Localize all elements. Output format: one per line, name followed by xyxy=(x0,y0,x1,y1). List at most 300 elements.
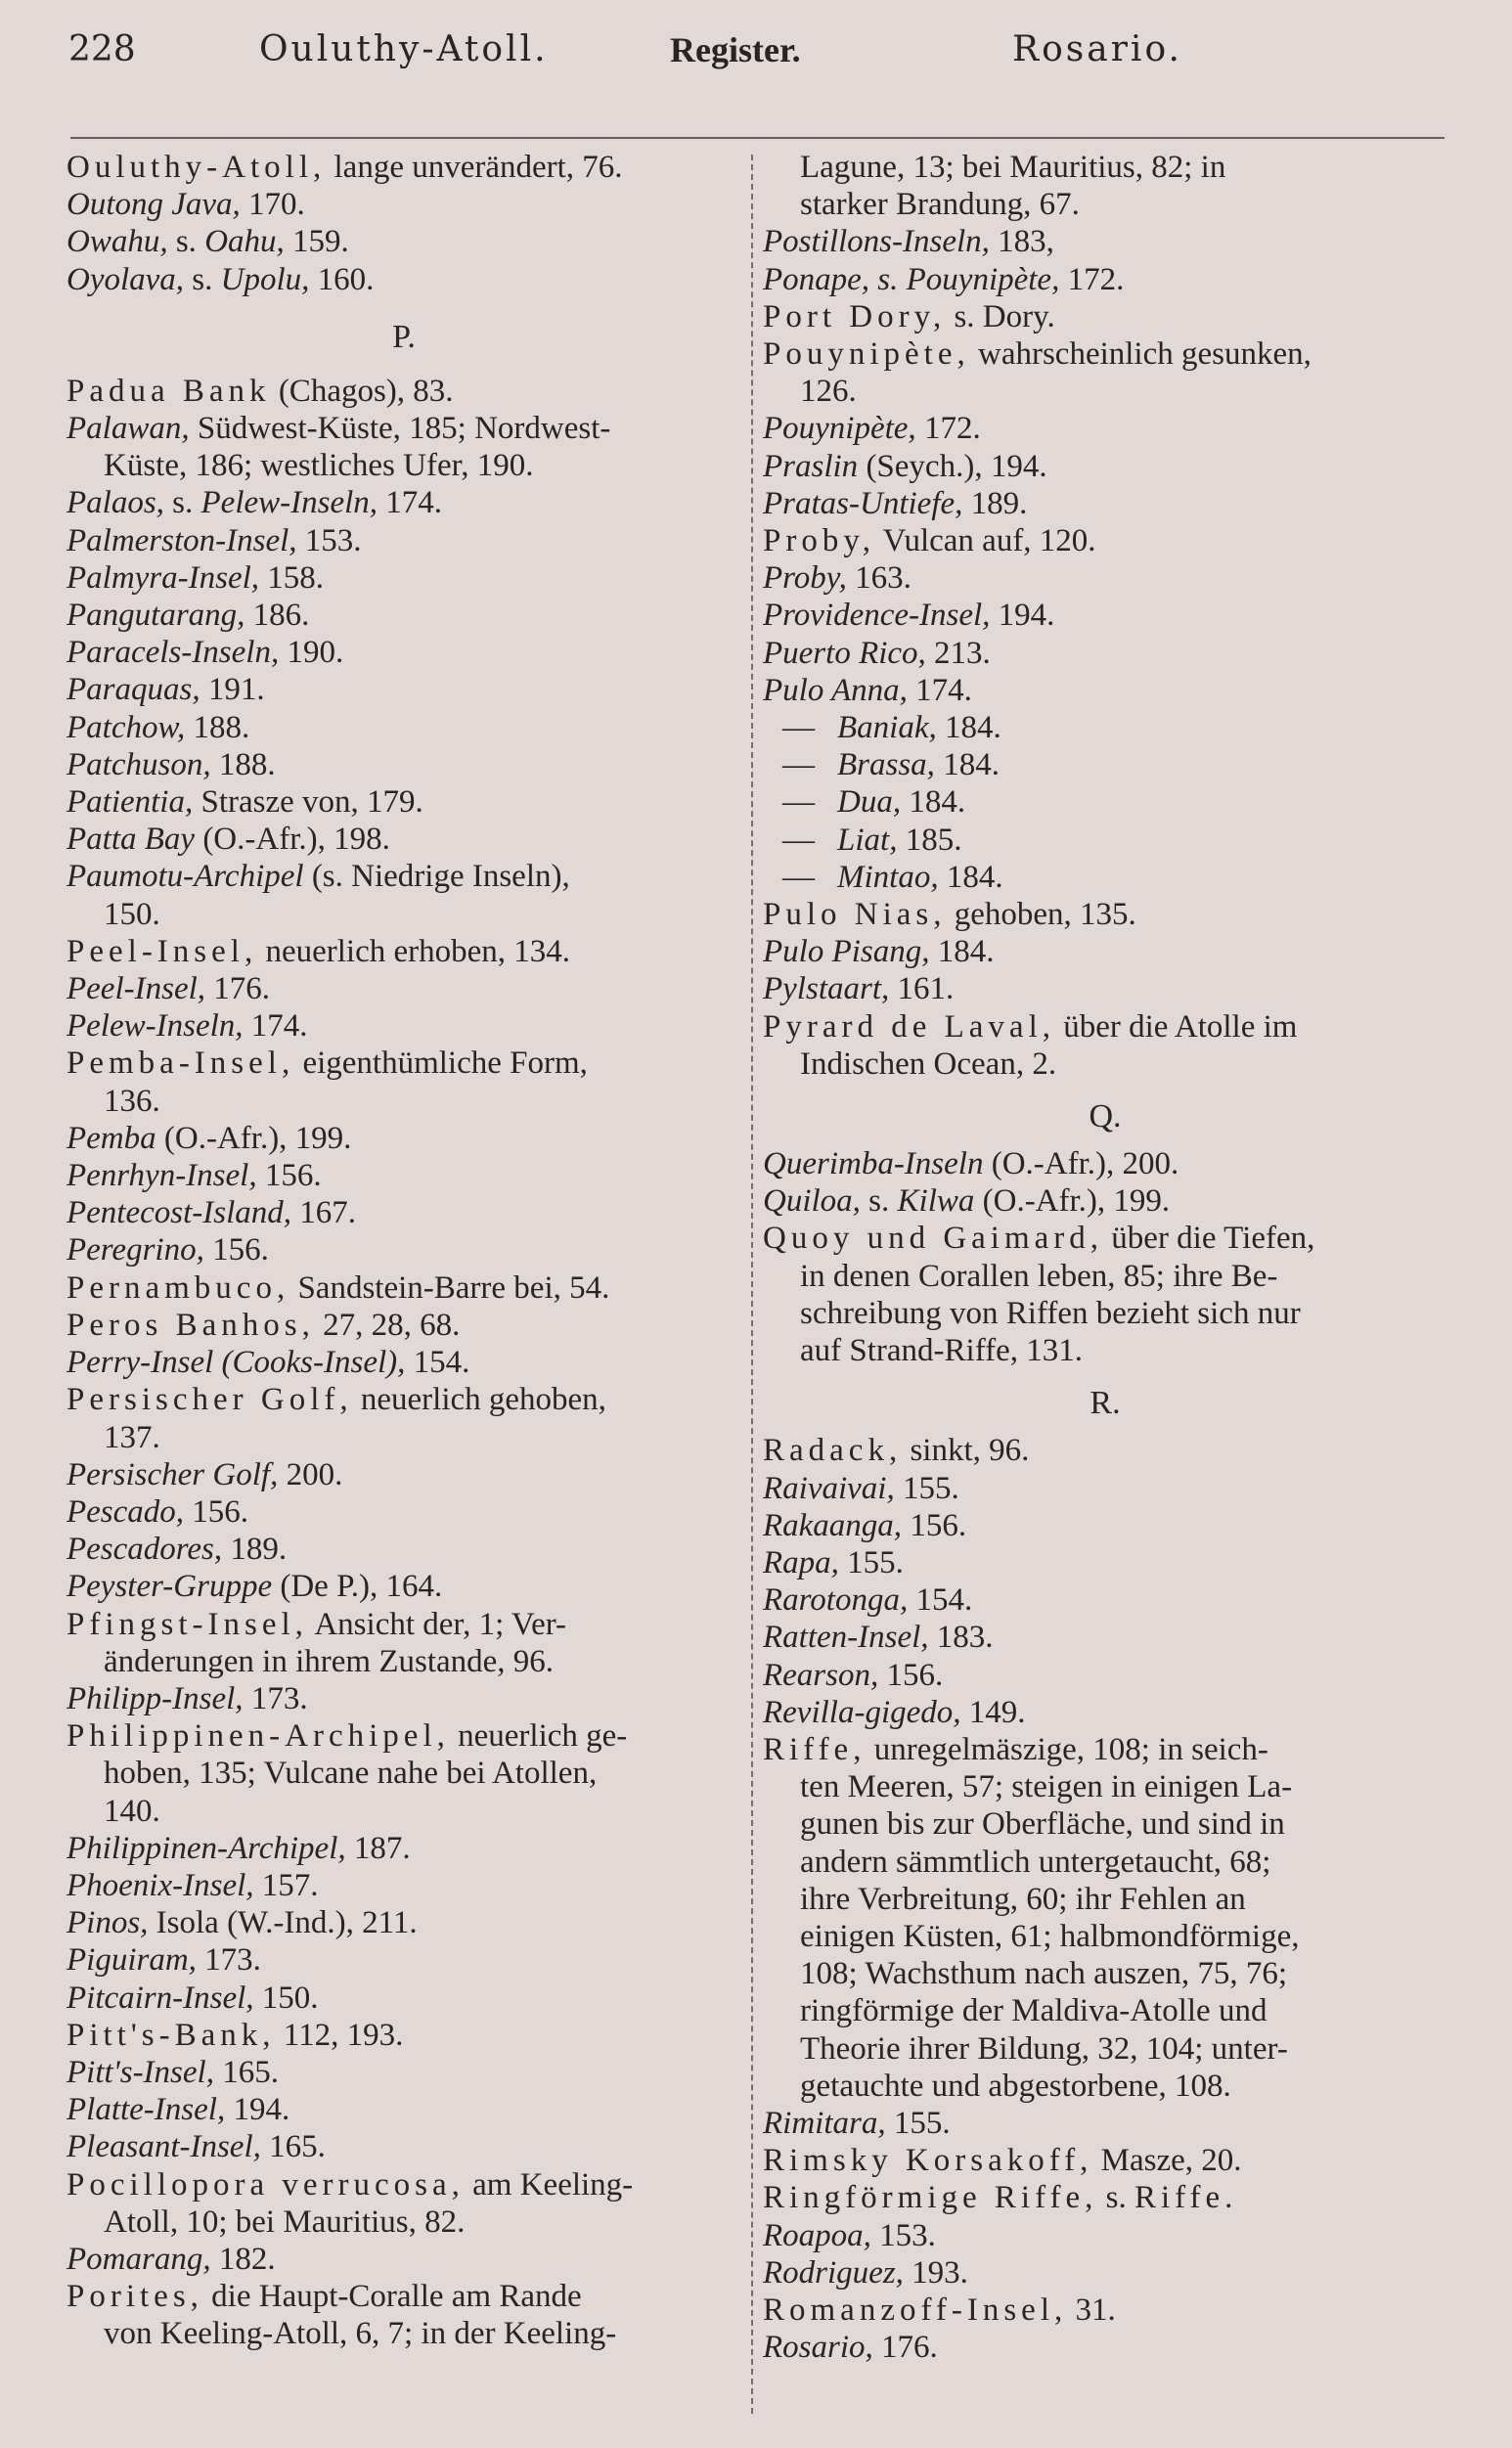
entry-term: Patta Bay xyxy=(67,822,196,858)
entry-term: Persischer Golf, xyxy=(67,1456,279,1492)
index-entry xyxy=(67,2241,741,2278)
index-entry xyxy=(67,597,741,634)
entry-text: 189. xyxy=(962,485,1028,521)
entry-text: über die Tiefen, xyxy=(1103,1221,1315,1257)
left-running-title: Ouluthy-Atoll. xyxy=(259,29,549,69)
entry-text: 153. xyxy=(870,2217,936,2253)
index-entry xyxy=(67,1717,741,1755)
entry-text: unregelmäszige, 108; in seich- xyxy=(866,1731,1268,1767)
entry-term: Dua, xyxy=(837,784,902,821)
entry-text: 155. xyxy=(885,2105,951,2141)
entry-term: Pescado, xyxy=(67,1493,185,1530)
entry-text: 31. xyxy=(1067,2292,1116,2328)
entry-term: Providence-Insel, xyxy=(763,598,991,634)
index-entry xyxy=(763,1008,1447,1046)
index-entry xyxy=(67,970,741,1007)
section-heading-q: Q. xyxy=(1089,1098,1122,1135)
entry-dash: — xyxy=(782,710,815,746)
index-entry xyxy=(763,223,1447,260)
entry-text: 176. xyxy=(872,2330,938,2366)
entry-text: 174. xyxy=(907,672,972,708)
index-entry xyxy=(763,597,1447,634)
entry-term: Rearson, xyxy=(763,1657,879,1693)
entry-reference: Upolu, xyxy=(220,261,310,297)
entry-term: Platte-Insel, xyxy=(67,2092,226,2128)
entry-text: 27, 28, 68. xyxy=(314,1307,461,1343)
entry-term: Patientia, xyxy=(67,784,194,821)
entry-text: 159. xyxy=(284,224,349,260)
index-subentry xyxy=(763,783,1447,821)
entry-continuation: andern sämmtlich untergetaucht, 68; xyxy=(800,1844,1271,1880)
entry-dash: — xyxy=(782,747,815,783)
index-entry xyxy=(763,2142,1447,2179)
entry-term: Pratas-Untiefe, xyxy=(763,485,963,521)
index-entry xyxy=(67,1045,741,1082)
entry-text: 173. xyxy=(196,1942,261,1979)
entry-term: Pyrard de Laval, xyxy=(763,1008,1055,1045)
entry-text: Sandstein-Barre bei, 54. xyxy=(289,1269,610,1306)
entry-text: 184. xyxy=(901,784,966,821)
entry-text: 167. xyxy=(291,1195,357,1231)
entry-text: neuerlich ge- xyxy=(449,1718,628,1755)
entry-text: 150. xyxy=(253,1980,319,2016)
index-entry xyxy=(67,2054,741,2091)
index-subentry xyxy=(763,746,1447,783)
entry-text: (O.-Afr.), 198. xyxy=(195,822,390,858)
index-entry xyxy=(763,1581,1447,1619)
entry-term: Postillons-Inseln, xyxy=(763,224,990,260)
entry-continuation: 136. xyxy=(104,1083,160,1119)
entry-reference: Oahu, xyxy=(204,224,285,260)
index-entry xyxy=(763,1694,1447,1731)
entry-term: Mintao, xyxy=(837,859,939,895)
left-column xyxy=(67,149,741,2353)
entry-text: 188. xyxy=(210,746,276,782)
entry-text: 182. xyxy=(210,2241,276,2277)
entry-text: 158. xyxy=(259,559,325,596)
entry-term: Pomarang, xyxy=(67,2241,211,2277)
column-divider xyxy=(751,155,753,2414)
entry-text: über die Atolle im xyxy=(1055,1008,1298,1045)
entry-text: 173. xyxy=(243,1680,308,1716)
entry-text: (O.-Afr.), 199. xyxy=(156,1120,352,1156)
index-subentry xyxy=(763,709,1447,746)
index-entry xyxy=(763,559,1447,597)
index-entry xyxy=(763,261,1447,298)
entry-term: Oyolava, xyxy=(67,261,185,297)
entry-text: Vulcan auf, 120. xyxy=(874,523,1096,559)
page-number: 228 xyxy=(68,29,136,69)
entry-text: s. Dory. xyxy=(946,298,1055,334)
entry-text: 176. xyxy=(205,971,271,1007)
entry-term: Pangutarang, xyxy=(67,598,245,634)
entry-text: 156. xyxy=(256,1158,322,1194)
entry-continuation: 150. xyxy=(104,896,160,932)
entry-term: Port Dory, xyxy=(763,298,947,334)
entry-term: Pfingst-Insel, xyxy=(67,1606,308,1642)
index-entry xyxy=(67,1381,741,1418)
right-running-title: Rosario. xyxy=(1012,29,1182,69)
index-entry xyxy=(763,1507,1447,1544)
center-title: Register. xyxy=(670,30,801,69)
index-entry xyxy=(67,2278,741,2315)
index-entry xyxy=(67,2166,741,2203)
entry-term: Ratten-Insel, xyxy=(763,1620,929,1656)
entry-dash: — xyxy=(782,822,815,858)
entry-text: 193. xyxy=(903,2254,968,2291)
entry-text: s. xyxy=(163,485,201,521)
index-entry xyxy=(67,933,741,970)
index-entry xyxy=(67,634,741,671)
index-entry xyxy=(67,1680,741,1717)
entry-text: 154. xyxy=(405,1345,470,1381)
entry-term: Porites, xyxy=(67,2279,203,2315)
entry-continuation: ihre Verbreitung, 60; ihr Fehlen an xyxy=(800,1881,1246,1917)
index-entry xyxy=(763,635,1447,672)
entry-continuation: 140. xyxy=(104,1793,160,1829)
entry-continuation: ringförmige der Maldiva-Atolle und xyxy=(800,1993,1267,2029)
entry-text: Südwest-Küste, 185; Nordwest- xyxy=(189,411,611,447)
index-entry xyxy=(763,1619,1447,1656)
index-entry xyxy=(67,1344,741,1381)
entry-term: Pitcairn-Insel, xyxy=(67,1980,254,2016)
index-subentry xyxy=(763,859,1447,896)
section-heading-p: P. xyxy=(392,318,416,355)
entry-term: Philippinen-Archipel, xyxy=(67,1718,450,1755)
index-entry xyxy=(763,896,1447,933)
index-subentry xyxy=(763,822,1447,859)
entry-continuation: 108; Wachsthum nach auszen, 75, 76; xyxy=(800,1956,1288,1992)
entry-term: Outong Java, xyxy=(67,187,241,223)
index-entry xyxy=(67,373,741,410)
entry-term: Paraquas, xyxy=(67,672,200,708)
index-entry xyxy=(763,485,1447,522)
index-entry xyxy=(763,2254,1447,2292)
index-entry xyxy=(763,2217,1447,2254)
entry-text: 200. xyxy=(278,1456,343,1492)
entry-term: Ringförmige Riffe, xyxy=(763,2180,1098,2216)
entry-continuation: in denen Corallen leben, 85; ihre Be- xyxy=(800,1258,1278,1294)
entry-term: Radack, xyxy=(763,1433,903,1469)
entry-term: Padua Bank xyxy=(67,373,271,409)
entry-text: 183. xyxy=(928,1620,994,1656)
entry-text: 172. xyxy=(1059,261,1125,297)
entry-text: 156. xyxy=(878,1657,944,1693)
index-entry xyxy=(763,2292,1447,2329)
index-entry xyxy=(67,1493,741,1531)
entry-text: 155. xyxy=(838,1544,904,1580)
entry-text: lange unverändert, 76. xyxy=(326,150,623,185)
entry-text: am Keeling- xyxy=(464,2166,634,2203)
entry-term: Persischer Golf, xyxy=(67,1382,353,1418)
entry-dash: — xyxy=(782,784,815,821)
entry-term: Pemba xyxy=(67,1120,156,1156)
entry-dash: — xyxy=(782,859,815,895)
entry-text: 153. xyxy=(296,522,362,558)
entry-term: Proby, xyxy=(763,523,875,559)
entry-term: Baniak, xyxy=(837,710,937,746)
index-entry xyxy=(763,1544,1447,1581)
entry-term: Owahu, xyxy=(67,224,168,260)
entry-text: 184. xyxy=(936,710,1001,746)
entry-term: Quoy und Gaimard, xyxy=(763,1221,1104,1257)
entry-term: Pentecost-Island, xyxy=(67,1195,292,1231)
entry-term: Pouynipète, xyxy=(763,336,970,373)
entry-text: 189. xyxy=(222,1532,288,1568)
entry-text: (Seych.), 194. xyxy=(858,448,1047,484)
entry-continuation: hoben, 135; Vulcane nahe bei Atollen, xyxy=(104,1756,598,1792)
entry-text: 186. xyxy=(245,598,310,634)
page-header xyxy=(68,29,1193,88)
index-entry xyxy=(67,2128,741,2165)
entry-text: 112, 193. xyxy=(275,2017,404,2053)
entry-term: Romanzoff-Insel, xyxy=(763,2292,1068,2328)
index-entry xyxy=(763,2179,1447,2216)
entry-reference: Riffe. xyxy=(1134,2180,1238,2216)
index-entry xyxy=(67,1904,741,1941)
entry-text: Strasze von, 179. xyxy=(193,784,423,821)
entry-term: Pitt's-Insel, xyxy=(67,2054,214,2090)
entry-continuation: getauchte und abgestorbene, 108. xyxy=(800,2068,1231,2104)
index-entry xyxy=(763,1145,1447,1182)
entry-term: Pulo Pisang, xyxy=(763,934,930,970)
index-entry xyxy=(67,1456,741,1493)
entry-text: Masze, 20. xyxy=(1092,2143,1242,2179)
entry-text: 188. xyxy=(185,709,250,745)
entry-term: Paumotu-Archipel xyxy=(67,859,304,895)
entry-term: Phoenix-Insel, xyxy=(67,1867,254,1903)
entry-term: Pitt's-Bank, xyxy=(67,2017,276,2053)
index-entry xyxy=(67,746,741,783)
entry-term: Pelew-Inseln, xyxy=(67,1008,244,1045)
entry-term: Pinos, xyxy=(67,1905,149,1941)
index-entry xyxy=(67,1231,741,1269)
index-entry xyxy=(763,410,1447,447)
entry-reference: Pelew-Inseln, xyxy=(200,485,378,521)
index-entry xyxy=(67,186,741,223)
entry-term: Rarotonga, xyxy=(763,1582,909,1619)
entry-term: Philippinen-Archipel, xyxy=(67,1830,346,1866)
entry-continuation: gunen bis zur Oberfläche, und sind in xyxy=(800,1806,1285,1843)
entry-term: Pemba-Insel, xyxy=(67,1046,295,1082)
entry-term: Brassa, xyxy=(837,747,935,783)
index-entry xyxy=(763,335,1447,373)
entry-term: Pescadores, xyxy=(67,1532,223,1568)
entry-text: 187. xyxy=(345,1830,411,1866)
index-entry xyxy=(67,1568,741,1605)
entry-term: Quiloa, xyxy=(763,1183,861,1220)
entry-text: 160. xyxy=(309,261,375,297)
entry-text: s. xyxy=(184,261,221,297)
entry-term: Pocillopora verrucosa, xyxy=(67,2166,465,2203)
entry-text: 149. xyxy=(960,1694,1026,1730)
right-column xyxy=(763,149,1447,2366)
entry-continuation: Küste, 186; westliches Ufer, 190. xyxy=(104,448,534,484)
entry-text: 156. xyxy=(902,1507,967,1543)
entry-text: sinkt, 96. xyxy=(902,1433,1030,1469)
entry-continuation: 126. xyxy=(800,374,857,410)
index-entry xyxy=(67,1830,741,1867)
entry-continuation: schreibung von Riffen bezieht sich nur xyxy=(800,1295,1301,1331)
section-heading-r: R. xyxy=(1090,1385,1121,1422)
index-entry xyxy=(67,709,741,746)
entry-continuation: änderungen in ihrem Zustande, 96. xyxy=(104,1643,555,1679)
entry-term: Peel-Insel, xyxy=(67,933,258,969)
entry-term: Palmerston-Insel, xyxy=(67,522,297,558)
entry-text: 184. xyxy=(929,934,995,970)
index-entry xyxy=(763,1432,1447,1469)
index-entry xyxy=(67,149,741,186)
entry-text: 190. xyxy=(279,635,344,671)
entry-text: 194. xyxy=(990,598,1055,634)
entry-text: s. xyxy=(860,1183,898,1220)
entry-term: Peyster-Gruppe xyxy=(67,1569,273,1605)
entry-reference: Kilwa xyxy=(897,1183,975,1220)
entry-text: 174. xyxy=(378,485,443,521)
entry-continuation: einigen Küsten, 61; halbmondförmige, xyxy=(800,1918,1300,1954)
entry-text: 165. xyxy=(213,2054,279,2090)
entry-text: s. xyxy=(167,224,205,260)
index-entry xyxy=(67,1120,741,1157)
entry-term: Peel-Insel, xyxy=(67,971,206,1007)
index-entry xyxy=(67,1606,741,1643)
entry-continuation: starker Brandung, 67. xyxy=(800,187,1080,223)
entry-term: Pylstaart, xyxy=(763,971,890,1007)
index-entry xyxy=(67,559,741,597)
index-entry xyxy=(67,484,741,521)
entry-term: Pulo Anna, xyxy=(763,672,908,708)
index-entry xyxy=(67,261,741,298)
index-entry xyxy=(67,1307,741,1344)
entry-term: Palmyra-Insel, xyxy=(67,559,260,596)
index-entry xyxy=(67,1941,741,1979)
entry-term: Palaos, xyxy=(67,485,164,521)
entry-text: Ansicht der, 1; Ver- xyxy=(307,1606,567,1642)
index-entry xyxy=(763,1657,1447,1694)
entry-term: Ponape, s. Pouynipète, xyxy=(763,261,1060,297)
index-entry xyxy=(763,1220,1447,1257)
index-entry xyxy=(763,933,1447,970)
entry-text: 191. xyxy=(200,672,265,708)
index-entry xyxy=(763,970,1447,1007)
entry-text: gehoben, 135. xyxy=(946,897,1136,933)
index-entry xyxy=(67,1269,741,1307)
index-entry xyxy=(763,298,1447,335)
entry-term: Roapoa, xyxy=(763,2217,871,2253)
entry-continuation: Theorie ihrer Bildung, 32, 104; unter- xyxy=(800,2030,1288,2067)
index-entry xyxy=(763,672,1447,709)
entry-text: 163. xyxy=(846,560,912,597)
index-entry xyxy=(67,1007,741,1045)
entry-term: Proby, xyxy=(763,560,847,597)
entry-text: 172. xyxy=(915,411,981,447)
entry-term: Praslin xyxy=(763,448,859,484)
entry-term: Patchuson, xyxy=(67,746,211,782)
index-entry xyxy=(763,448,1447,485)
index-entry xyxy=(67,821,741,858)
index-entry xyxy=(67,858,741,895)
index-entry xyxy=(763,1470,1447,1507)
entry-text: 194. xyxy=(225,2092,290,2128)
entry-text: 155. xyxy=(894,1470,959,1506)
entry-term: Pernambuco, xyxy=(67,1269,290,1306)
entry-term: Rimitara, xyxy=(763,2105,886,2141)
entry-text: neuerlich gehoben, xyxy=(352,1382,606,1418)
entry-text: s. xyxy=(1097,2180,1134,2216)
entry-continuation: ten Meeren, 57; steigen in einigen La- xyxy=(800,1769,1293,1805)
entry-term: Pouynipète, xyxy=(763,411,916,447)
entry-term: Revilla-gigedo, xyxy=(763,1694,961,1730)
entry-continuation: Indischen Ocean, 2. xyxy=(800,1046,1057,1082)
index-entry xyxy=(763,522,1447,559)
entry-term: Peregrino, xyxy=(67,1232,204,1269)
entry-text: 156. xyxy=(203,1232,269,1269)
entry-text: 156. xyxy=(184,1493,249,1530)
index-entry xyxy=(67,1980,741,2017)
entry-text: 213. xyxy=(925,635,991,671)
entry-text: 157. xyxy=(253,1867,319,1903)
entry-text: 170. xyxy=(240,187,305,223)
entry-term: Piguiram, xyxy=(67,1942,197,1979)
entry-term: Palawan, xyxy=(67,411,190,447)
entry-term: Liat, xyxy=(837,822,898,858)
index-entry xyxy=(67,410,741,447)
entry-text: 184. xyxy=(934,747,1000,783)
entry-term: Querimba-Inseln xyxy=(763,1146,984,1182)
index-entry xyxy=(763,1731,1447,1768)
entry-text: 154. xyxy=(908,1582,973,1619)
entry-term: Pulo Nias, xyxy=(763,897,947,933)
index-entry xyxy=(67,1531,741,1568)
index-entry xyxy=(67,522,741,559)
entry-text: 165. xyxy=(260,2129,326,2165)
index-entry xyxy=(67,2017,741,2054)
entry-text: (O.-Afr.), 199. xyxy=(974,1183,1171,1220)
entry-text: die Haupt-Coralle am Rande xyxy=(202,2279,582,2315)
index-entry xyxy=(763,2329,1447,2366)
index-entry xyxy=(67,2091,741,2128)
index-entry xyxy=(763,1182,1447,1220)
index-entry xyxy=(67,223,741,260)
entry-text: eigenthümliche Form, xyxy=(294,1046,588,1082)
index-entry xyxy=(67,1157,741,1194)
entry-text: (s. Niedrige Inseln), xyxy=(303,859,570,895)
entry-text: 184. xyxy=(938,859,1003,895)
entry-text: 183, xyxy=(989,224,1054,260)
entry-term: Rodriguez, xyxy=(763,2254,904,2291)
entry-term: Rimsky Korsakoff, xyxy=(763,2143,1093,2179)
entry-term: Paracels-Inseln, xyxy=(67,635,280,671)
entry-text: wahrscheinlich gesunken, xyxy=(969,336,1312,373)
entry-term: Perry-Insel (Cooks-Insel), xyxy=(67,1345,406,1381)
entry-text: (De P.), 164. xyxy=(272,1569,443,1605)
entry-term: Peros Banhos, xyxy=(67,1307,315,1343)
entry-continuation: auf Strand-Riffe, 131. xyxy=(800,1333,1083,1369)
entry-term: Pleasant-Insel, xyxy=(67,2129,261,2165)
entry-text: (O.-Afr.), 200. xyxy=(983,1146,1179,1182)
entry-text: 161. xyxy=(889,971,955,1007)
entry-text: neuerlich erhoben, 134. xyxy=(257,933,571,969)
entry-continuation: von Keeling-Atoll, 6, 7; in der Keeling- xyxy=(104,2316,617,2352)
entry-term: Patchow, xyxy=(67,709,186,745)
entry-term: Rapa, xyxy=(763,1544,839,1580)
entry-continuation: 137. xyxy=(104,1419,160,1455)
entry-term: Puerto Rico, xyxy=(763,635,926,671)
index-entry xyxy=(67,671,741,708)
entry-term: Riffe, xyxy=(763,1731,867,1767)
entry-term: Rosario, xyxy=(763,2330,873,2366)
entry-term: Philipp-Insel, xyxy=(67,1680,244,1716)
